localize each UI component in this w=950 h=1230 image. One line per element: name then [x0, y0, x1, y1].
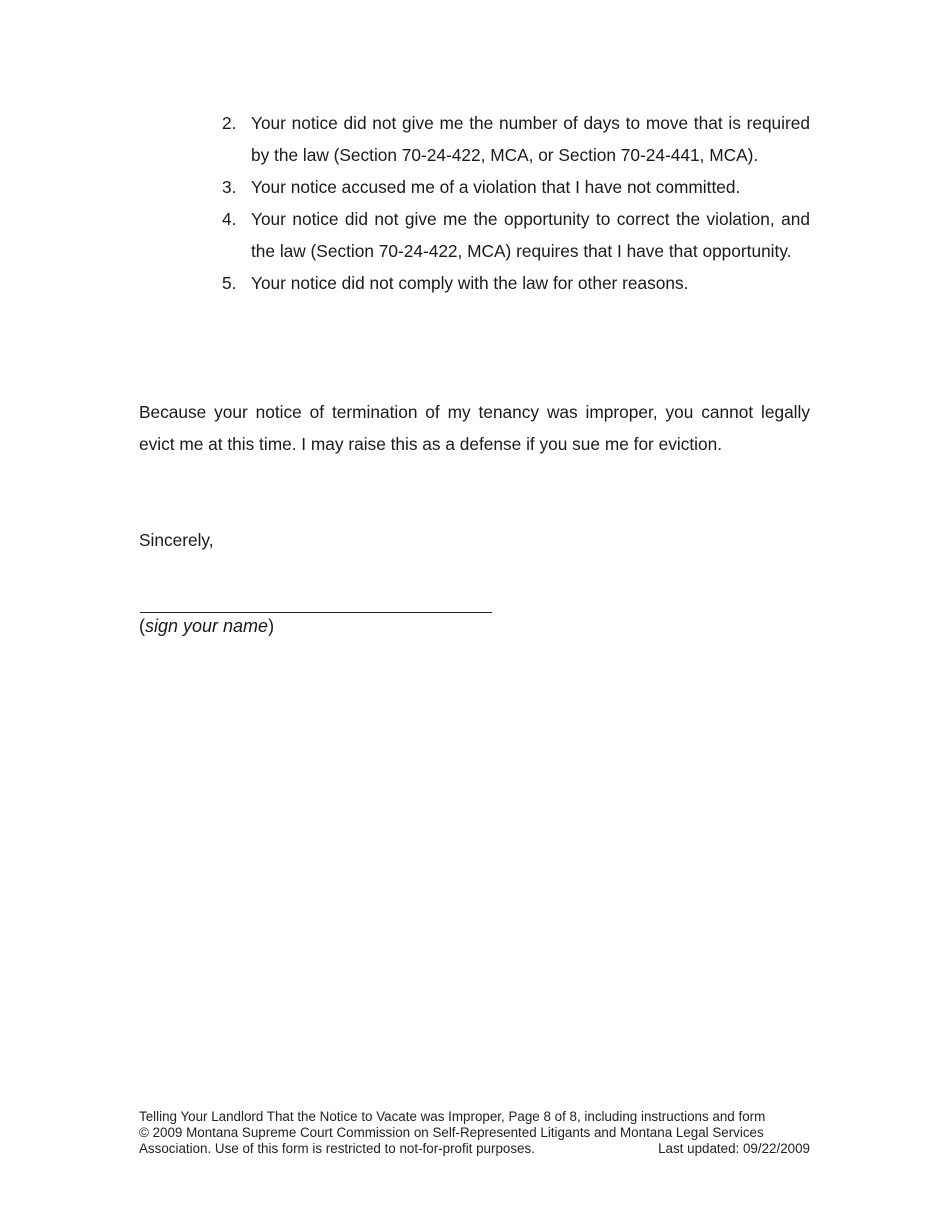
list-item-number: 3. [222, 177, 237, 197]
page-footer [139, 1109, 810, 1157]
signature-caption [139, 614, 274, 638]
signature-line[interactable] [140, 612, 492, 613]
list-item-number: 5. [222, 273, 237, 293]
body-paragraph: Because your notice of termination of my tenancy was improper, you cannot legally evict me at this time. I may raise this as a defense if you sue me for eviction. [139, 402, 810, 454]
footer-last-updated: Last updated: 09/22/2009 [658, 1141, 810, 1156]
footer-title: Telling Your Landlord That the Notice to Vacate was Improper, Page 8 of 8, including instructions and form [139, 1109, 766, 1124]
list-item-text: Your notice did not give me the number of days to move that is required by the law (Section 70-24-422, MCA, or Section 70-24-441, MCA). [251, 113, 810, 165]
close-paren: ) [268, 616, 275, 636]
list-item-number: 4. [222, 209, 237, 229]
footer-usage-notice: Association. Use of this form is restricted to not-for-profit purposes. [139, 1141, 535, 1156]
list-item [222, 267, 810, 299]
list-item [222, 171, 810, 203]
footer-line-3 [139, 1141, 810, 1157]
signature-label: sign your name [145, 616, 269, 636]
footer-copyright: © 2009 Montana Supreme Court Commission on Self-Represented Litigants and Montana Legal Services [139, 1125, 764, 1140]
footer-line-2 [139, 1125, 810, 1141]
list-item-text: Your notice did not give me the opportunity to correct the violation, and the law (Section 70-24-422, MCA) requires that I have that opportunity. [251, 209, 810, 261]
closing-salutation: Sincerely, [139, 530, 214, 550]
footer-line-1 [139, 1109, 810, 1125]
list-item-number: 2. [222, 113, 237, 133]
open-paren: ( [139, 616, 145, 636]
reasons-list [222, 107, 810, 299]
list-item-text: Your notice accused me of a violation that I have not committed. [251, 177, 741, 197]
list-item-text: Your notice did not comply with the law for other reasons. [251, 273, 689, 293]
list-item [222, 203, 810, 267]
list-item [222, 107, 810, 171]
